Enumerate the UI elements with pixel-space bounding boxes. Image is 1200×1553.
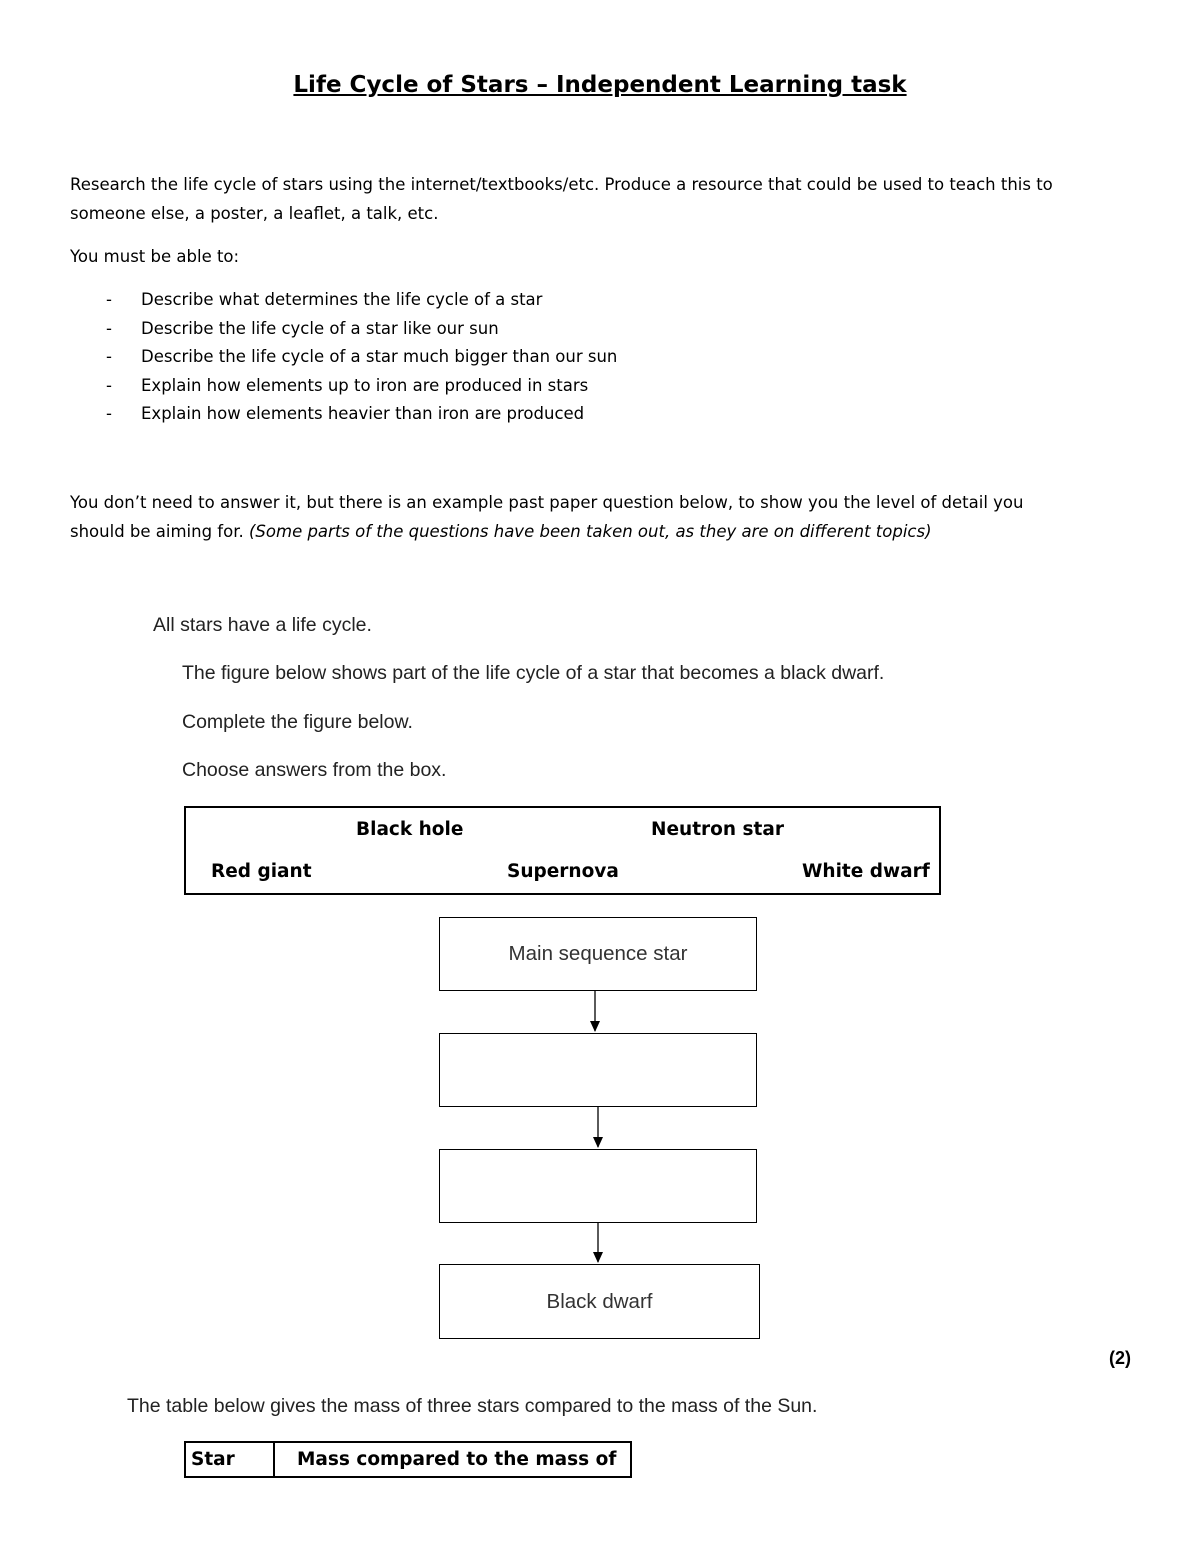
flow-box-main-sequence: Main sequence star xyxy=(439,917,757,991)
answer-supernova: Supernova xyxy=(507,861,619,882)
table-intro: The table below gives the mass of three stars compared to the mass of the Sun. xyxy=(127,1395,818,1417)
question-line-1: The figure below shows part of the life cycle of a star that becomes a black dwarf. xyxy=(182,662,885,684)
table-header-star: Star xyxy=(185,1442,274,1477)
answer-black-hole: Black hole xyxy=(356,819,464,840)
answer-neutron-star: Neutron star xyxy=(651,819,784,840)
table-header-mass: Mass compared to the mass of xyxy=(274,1442,631,1477)
note-italic: (Some parts of the questions have been taken out, as they are on different topics) xyxy=(248,522,932,541)
note-line-2: should be aiming for. (Some parts of the questions have been taken out, as they are on different topics) xyxy=(70,522,932,541)
list-item: - Explain how elements heavier than iron are produced xyxy=(106,404,585,423)
list-item: - Explain how elements up to iron are produced in stars xyxy=(106,375,589,395)
table-row xyxy=(185,1442,631,1477)
list-item: - Describe the life cycle of a star much bigger than our sun xyxy=(106,347,618,366)
arrow-3 xyxy=(593,1223,603,1263)
list-item: - Describe the life cycle of a star like our sun xyxy=(106,318,499,338)
question-line-2: Complete the figure below. xyxy=(182,711,413,733)
answer-red-giant: Red giant xyxy=(211,861,312,882)
question-line-3: Choose answers from the box. xyxy=(182,759,447,781)
page-title: Life Cycle of Stars – Independent Learning task xyxy=(293,72,907,98)
intro-line-2: someone else, a poster, a leaflet, a talk, etc. xyxy=(70,204,439,223)
must-heading: You must be able to: xyxy=(70,247,240,266)
flow-box-black-dwarf: Black dwarf xyxy=(439,1264,760,1339)
marks-label: (2) xyxy=(1109,1348,1131,1368)
star-mass-table xyxy=(184,1441,632,1478)
list-item: - Describe what determines the life cycle of a star xyxy=(106,290,543,309)
question-stem: All stars have a life cycle. xyxy=(153,614,372,636)
arrow-2 xyxy=(593,1107,603,1148)
answer-white-dwarf: White dwarf xyxy=(802,861,930,882)
arrow-1 xyxy=(590,991,600,1032)
note-line-1: You don’t need to answer it, but there is an example past paper question below, to show you the level of detail you xyxy=(70,493,1024,512)
intro-line-1: Research the life cycle of stars using the internet/textbooks/etc. Produce a resource that could be used to teach this to xyxy=(70,175,1053,194)
